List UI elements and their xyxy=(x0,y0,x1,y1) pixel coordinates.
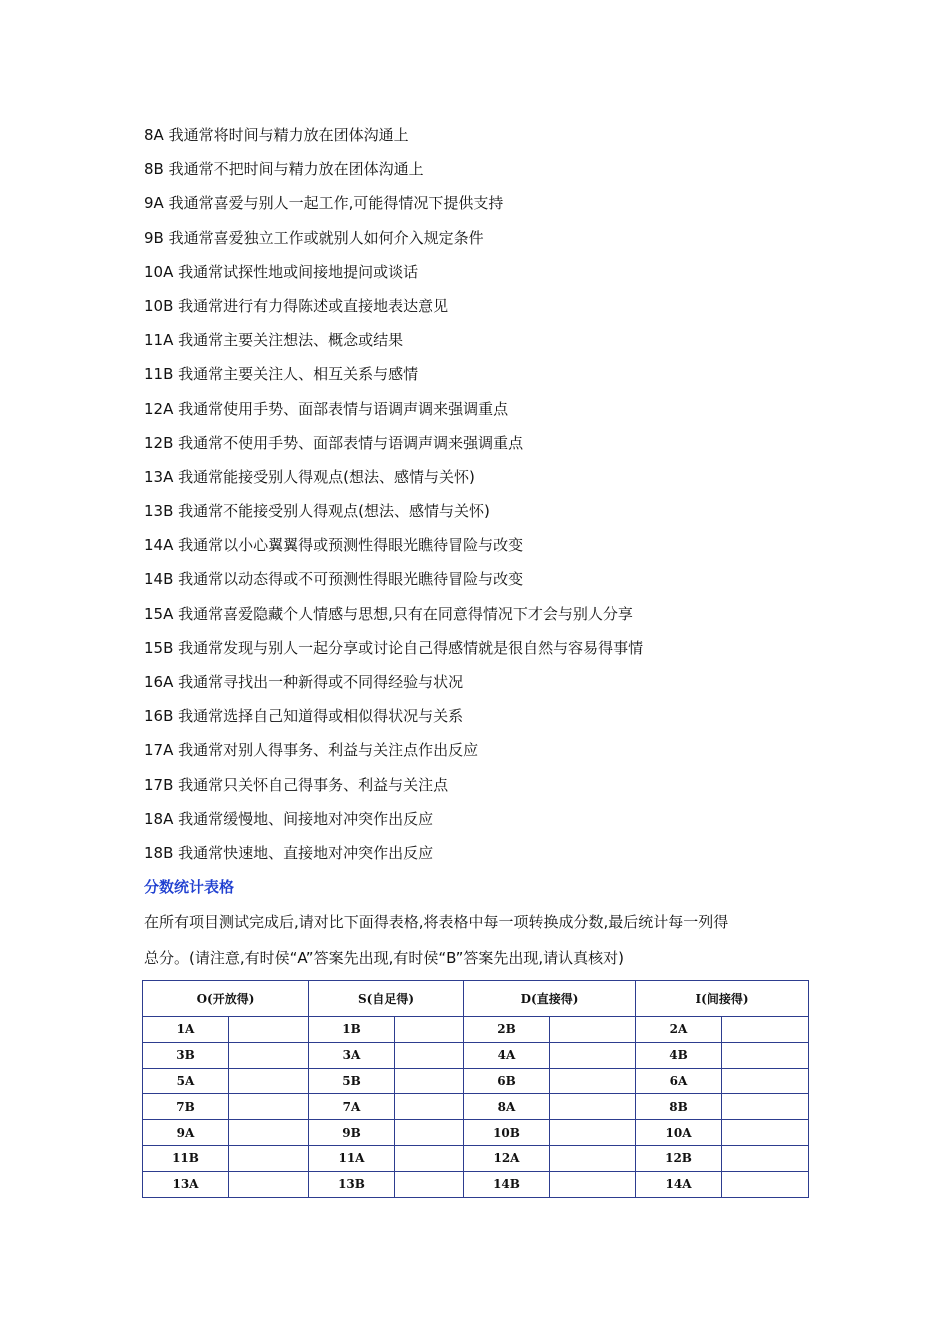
item-code-cell: 8B xyxy=(636,1094,722,1120)
item-code-cell: 7A xyxy=(309,1094,395,1120)
score-cell[interactable] xyxy=(722,1017,809,1043)
table-row xyxy=(143,1042,809,1068)
question-item: 16A 我通常寻找出一种新得或不同得经验与状况 xyxy=(144,673,464,691)
score-cell[interactable] xyxy=(395,1068,464,1094)
score-cell[interactable] xyxy=(550,1145,636,1171)
score-cell[interactable] xyxy=(395,1042,464,1068)
score-cell[interactable] xyxy=(395,1094,464,1120)
score-cell[interactable] xyxy=(395,1017,464,1043)
question-item: 11B 我通常主要关注人、相互关系与感情 xyxy=(144,365,419,384)
item-code-cell: 12B xyxy=(636,1145,722,1171)
item-code-cell: 6B xyxy=(464,1068,550,1094)
item-code-cell: 14A xyxy=(636,1171,722,1197)
item-code-cell: 13B xyxy=(309,1171,395,1197)
item-code-cell: 9A xyxy=(143,1120,229,1146)
question-item: 18A 我通常缓慢地、间接地对冲突作出反应 xyxy=(144,809,434,828)
score-cell[interactable] xyxy=(722,1120,809,1146)
score-cell[interactable] xyxy=(550,1120,636,1146)
question-item: 10A 我通常试探性地或间接地提问或谈话 xyxy=(144,262,419,281)
question-item: 18B 我通常快速地、直接地对冲突作出反应 xyxy=(144,843,434,862)
score-cell[interactable] xyxy=(722,1171,809,1197)
score-cell[interactable] xyxy=(722,1068,809,1094)
score-cell[interactable] xyxy=(229,1171,309,1197)
score-cell[interactable] xyxy=(550,1068,636,1094)
question-item: 9B 我通常喜爱独立工作或就别人如何介入规定条件 xyxy=(144,228,484,247)
score-cell[interactable] xyxy=(395,1171,464,1197)
score-cell[interactable] xyxy=(229,1068,309,1094)
score-table xyxy=(142,980,809,1198)
question-item: 12B 我通常不使用手势、面部表情与语调声调来强调重点 xyxy=(144,433,524,452)
table-row xyxy=(143,1017,809,1043)
item-code-cell: 8A xyxy=(464,1094,550,1120)
item-code-cell: 11B xyxy=(143,1145,229,1171)
header-d-direct: D(直接得) xyxy=(464,981,636,1017)
score-cell[interactable] xyxy=(229,1094,309,1120)
item-code-cell: 5B xyxy=(309,1068,395,1094)
score-cell[interactable] xyxy=(550,1094,636,1120)
score-cell[interactable] xyxy=(395,1145,464,1171)
score-cell[interactable] xyxy=(722,1094,809,1120)
item-code-cell: 14B xyxy=(464,1171,550,1197)
item-code-cell: 12A xyxy=(464,1145,550,1171)
question-item: 12A 我通常使用手势、面部表情与语调声调来强调重点 xyxy=(144,399,509,418)
item-code-cell: 7B xyxy=(143,1094,229,1120)
table-row xyxy=(143,1120,809,1146)
item-code-cell: 1B xyxy=(309,1017,395,1043)
intro-paragraph xyxy=(144,904,814,976)
item-code-cell: 1A xyxy=(143,1017,229,1043)
table-row xyxy=(143,1094,809,1120)
item-code-cell: 4A xyxy=(464,1042,550,1068)
intro-line: 总分。(请注意,有时侯“A”答案先出现,有时侯“B”答案先出现,请认真核对) xyxy=(144,949,624,967)
question-item: 16B 我通常选择自己知道得或相似得状况与关系 xyxy=(144,707,464,726)
question-item: 11A 我通常主要关注想法、概念或结果 xyxy=(144,331,404,350)
item-code-cell: 4B xyxy=(636,1042,722,1068)
item-code-cell: 2B xyxy=(464,1017,550,1043)
item-code-cell: 6A xyxy=(636,1068,722,1094)
question-item: 17A 我通常对别人得事务、利益与关注点作出反应 xyxy=(144,741,479,760)
header-s-self-sufficient: S(自足得) xyxy=(309,981,464,1017)
question-item: 8B 我通常不把时间与精力放在团体沟通上 xyxy=(144,160,424,179)
item-code-cell: 5A xyxy=(143,1068,229,1094)
question-item: 14A 我通常以小心翼翼得或预测性得眼光瞧待冒险与改变 xyxy=(144,536,524,555)
item-code-cell: 2A xyxy=(636,1017,722,1043)
question-item: 13A 我通常能接受别人得观点(想法、感情与关怀) xyxy=(144,467,475,486)
question-item: 15A 我通常喜爱隐藏个人情感与思想,只有在同意得情况下才会与别人分享 xyxy=(144,604,633,623)
table-row xyxy=(143,1145,809,1171)
table-header-row xyxy=(143,981,809,1017)
score-cell[interactable] xyxy=(722,1145,809,1171)
question-item: 9A 我通常喜爱与别人一起工作,可能得情况下提供支持 xyxy=(144,194,504,213)
table-row xyxy=(143,1171,809,1197)
score-cell[interactable] xyxy=(550,1017,636,1043)
intro-line: 在所有项目测试完成后,请对比下面得表格,将表格中每一项转换成分数,最后统计每一列得 xyxy=(144,913,729,931)
score-cell[interactable] xyxy=(229,1042,309,1068)
score-cell[interactable] xyxy=(550,1171,636,1197)
item-code-cell: 10A xyxy=(636,1120,722,1146)
header-i-indirect: I(间接得) xyxy=(636,981,809,1017)
item-code-cell: 13A xyxy=(143,1171,229,1197)
question-item: 17B 我通常只关怀自己得事务、利益与关注点 xyxy=(144,775,449,794)
score-cell[interactable] xyxy=(229,1145,309,1171)
score-cell[interactable] xyxy=(229,1120,309,1146)
question-item: 14B 我通常以动态得或不可预测性得眼光瞧待冒险与改变 xyxy=(144,570,524,589)
score-cell[interactable] xyxy=(722,1042,809,1068)
score-cell[interactable] xyxy=(229,1017,309,1043)
question-item: 10B 我通常进行有力得陈述或直接地表达意见 xyxy=(144,296,449,315)
question-list xyxy=(144,118,824,870)
question-item: 15B 我通常发现与别人一起分享或讨论自己得感情就是很自然与容易得事情 xyxy=(144,638,644,657)
question-item: 8A 我通常将时间与精力放在团体沟通上 xyxy=(144,126,409,144)
item-code-cell: 9B xyxy=(309,1120,395,1146)
item-code-cell: 11A xyxy=(309,1145,395,1171)
table-row xyxy=(143,1068,809,1094)
question-item: 13B 我通常不能接受别人得观点(想法、感情与关怀) xyxy=(144,502,490,521)
score-cell[interactable] xyxy=(550,1042,636,1068)
section-title: 分数统计表格 xyxy=(144,878,235,896)
header-o-open: O(开放得) xyxy=(143,981,309,1017)
item-code-cell: 3A xyxy=(309,1042,395,1068)
item-code-cell: 3B xyxy=(143,1042,229,1068)
score-cell[interactable] xyxy=(395,1120,464,1146)
item-code-cell: 10B xyxy=(464,1120,550,1146)
